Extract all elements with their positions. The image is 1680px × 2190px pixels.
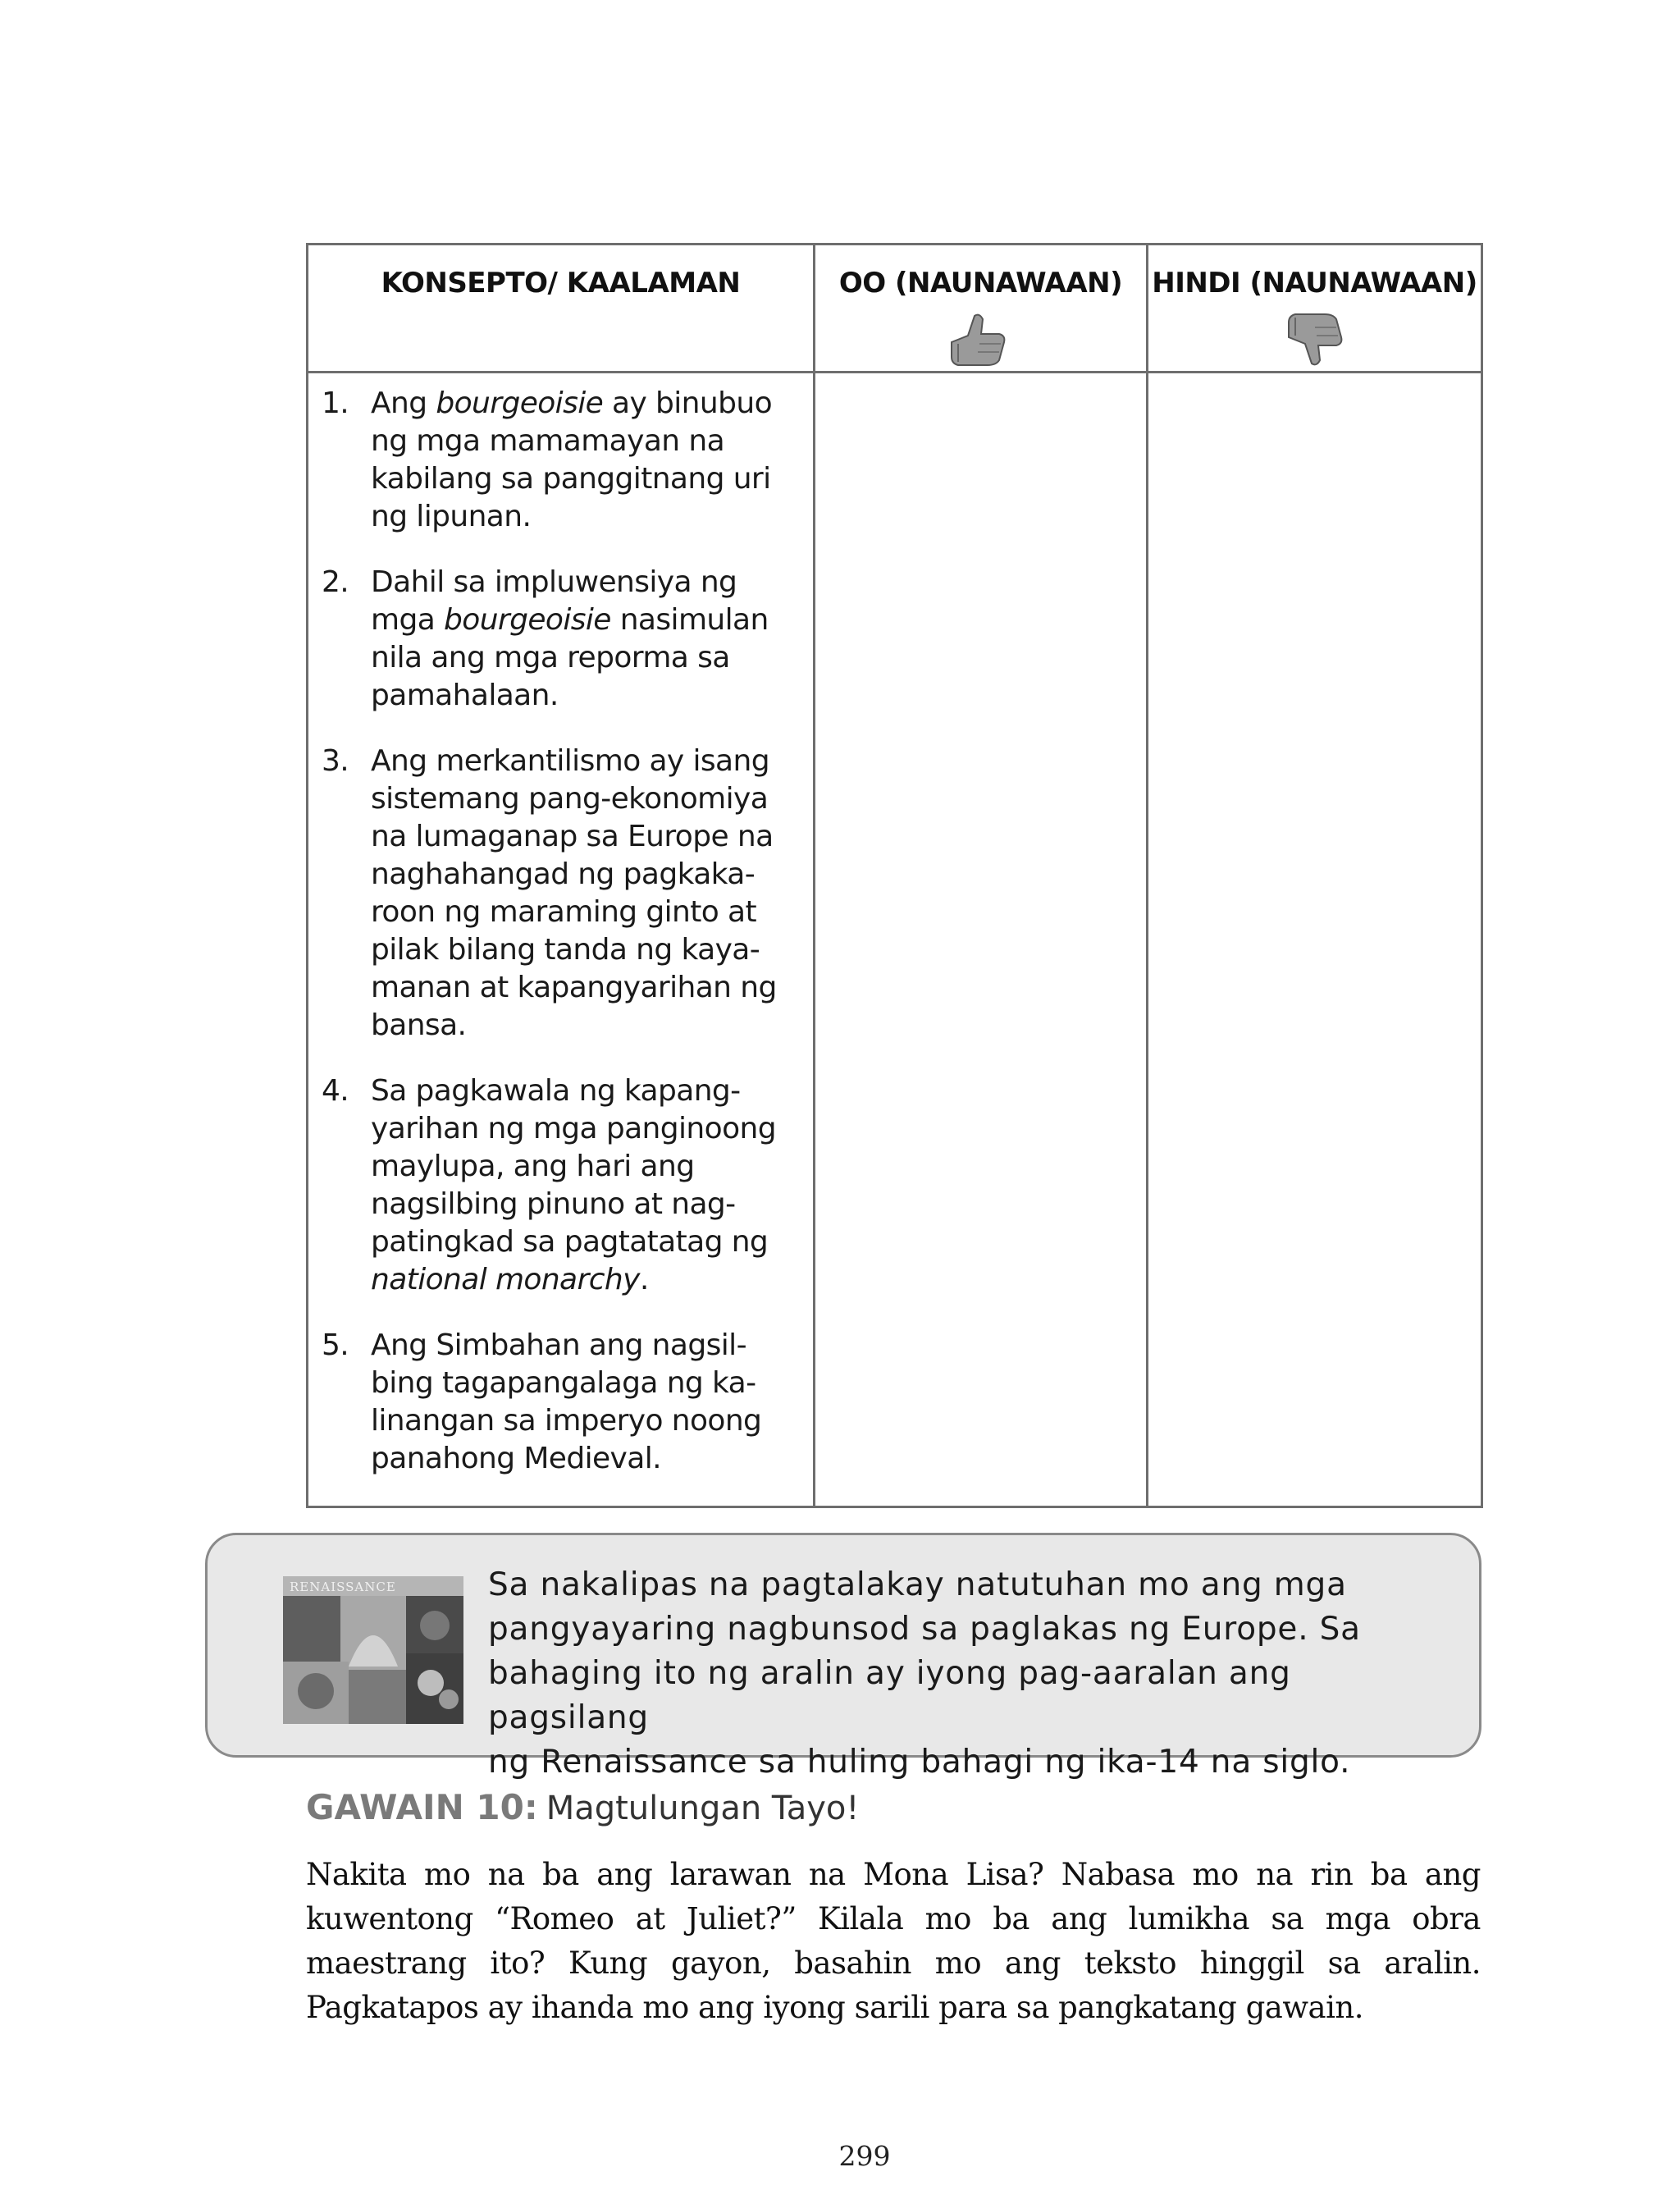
- concept-item-text: Sa pagkawala ng kapang-: [371, 1074, 741, 1108]
- concept-item-number: 5.: [322, 1328, 349, 1362]
- table-body-row: [308, 373, 1482, 1507]
- header-concept: [308, 245, 815, 373]
- info-text-line: pangyayaring nagbunsod sa paglakas ng Europe. Sa: [488, 1611, 1361, 1648]
- header-no: [1148, 245, 1482, 373]
- concept-item-text: .: [639, 1263, 649, 1296]
- concept-item-text: maylupa, ang hari ang: [371, 1150, 695, 1183]
- concept-item-text: ng mga mamamayan na: [371, 424, 725, 458]
- concept-item-text: manan at kapangyarihan ng: [371, 971, 777, 1004]
- concept-item-text: naghahangad ng pagkaka-: [371, 857, 756, 891]
- concept-item-text: mga: [371, 603, 445, 637]
- concept-item-text: na lumaganap sa Europe na: [371, 820, 774, 853]
- header-concept-label: KONSEPTO/ KAALAMAN: [381, 267, 741, 299]
- concept-item-number: 1.: [322, 386, 349, 420]
- no-answer-cell[interactable]: [1148, 373, 1482, 1507]
- concept-item-text: Dahil sa impluwensiya ng: [371, 565, 737, 599]
- concept-item-number: 4.: [322, 1074, 349, 1108]
- concept-item-text: Ang Simbahan ang nagsil-: [371, 1328, 746, 1362]
- concept-item-number: 3.: [322, 744, 349, 778]
- info-text-line: bahaging ito ng aralin ay iyong pag-aaralan ang pagsilang: [488, 1655, 1291, 1736]
- info-text: [488, 1563, 1407, 1785]
- page-number: 299: [838, 2140, 891, 2172]
- concept-item: [322, 1072, 797, 1299]
- concept-item-text: pamahalaan.: [371, 679, 559, 712]
- info-box: [205, 1533, 1481, 1781]
- concept-item-text: bing tagapangalaga ng ka-: [371, 1366, 756, 1400]
- concept-item: [322, 1327, 797, 1478]
- header-yes: [815, 245, 1148, 373]
- concept-item-text: pilak bilang tanda ng kaya-: [371, 933, 760, 967]
- concept-item-text: patingkad sa pagtatatag ng: [371, 1225, 769, 1259]
- concept-list: [322, 385, 797, 1478]
- concept-item-text: bansa.: [371, 1008, 467, 1042]
- header-no-label: HINDI (NAUNAWAAN): [1152, 267, 1477, 299]
- body-paragraph: Nakita mo na ba ang larawan na Mona Lisa? Nabasa mo na rin ba ang kuwentong “Romeo at Juliet?” Kilala mo ba ang lumikha sa mga obra maestrang ito? Kung gayon, basahin mo ang teksto hinggil sa aralin. Pagkatapos ay ihanda mo ang iyong sarili para sa pangkatang gawain.: [306, 1857, 1481, 2025]
- concept-item-text: yarihan ng mga panginoong: [371, 1112, 776, 1145]
- activity-heading: [306, 1787, 859, 1827]
- concept-item-number: 2.: [322, 565, 349, 599]
- info-text-line: ng Renaissance sa huling bahagi ng ika-14 na siglo.: [488, 1744, 1351, 1781]
- concept-item-text: sistemang pang-ekonomiya: [371, 782, 769, 816]
- concept-item-text: Ang: [371, 386, 436, 420]
- concept-item-text: nila ang mga reporma sa: [371, 641, 730, 674]
- yes-answer-cell[interactable]: [815, 373, 1148, 1507]
- concept-item-text: panahong Medieval.: [371, 1442, 661, 1475]
- concept-item: [322, 385, 797, 536]
- concept-list-cell: [308, 373, 815, 1507]
- concept-table: [306, 243, 1483, 1508]
- concept-item-text: ng lipunan.: [371, 500, 532, 533]
- header-yes-label: OO (NAUNAWAAN): [838, 267, 1123, 299]
- concept-item-italic-text: bourgeoisie: [436, 386, 604, 420]
- concept-item-italic-text: bourgeoisie: [444, 603, 611, 637]
- concept-item: [322, 743, 797, 1045]
- concept-item-text: roon ng maraming ginto at: [371, 895, 757, 929]
- concept-item-text: kabilang sa panggitnang uri: [371, 462, 771, 496]
- renaissance-collage-image: [283, 1576, 463, 1724]
- concept-item-text: Ang merkantilismo ay isang: [371, 744, 769, 778]
- activity-number: GAWAIN 10:: [306, 1787, 538, 1827]
- concept-item-text: ay binubuo: [603, 386, 773, 420]
- concept-item-italic-text: national monarchy: [371, 1263, 640, 1296]
- renaissance-image-caption: RENAISSANCE: [290, 1580, 396, 1594]
- info-text-line: Sa nakalipas na pagtalakay natutuhan mo ang mga: [488, 1566, 1347, 1603]
- concept-item-text: nagsilbing pinuno at nag-: [371, 1187, 736, 1221]
- activity-title: Magtulungan Tayo!: [546, 1790, 860, 1827]
- concept-item-text: nasimulan: [610, 603, 769, 637]
- thumbs-down-icon: [1284, 311, 1344, 368]
- table-header-row: [308, 245, 1482, 373]
- thumbs-up-icon: [947, 311, 1007, 368]
- concept-item: [322, 564, 797, 715]
- concept-item-text: linangan sa imperyo noong: [371, 1404, 762, 1438]
